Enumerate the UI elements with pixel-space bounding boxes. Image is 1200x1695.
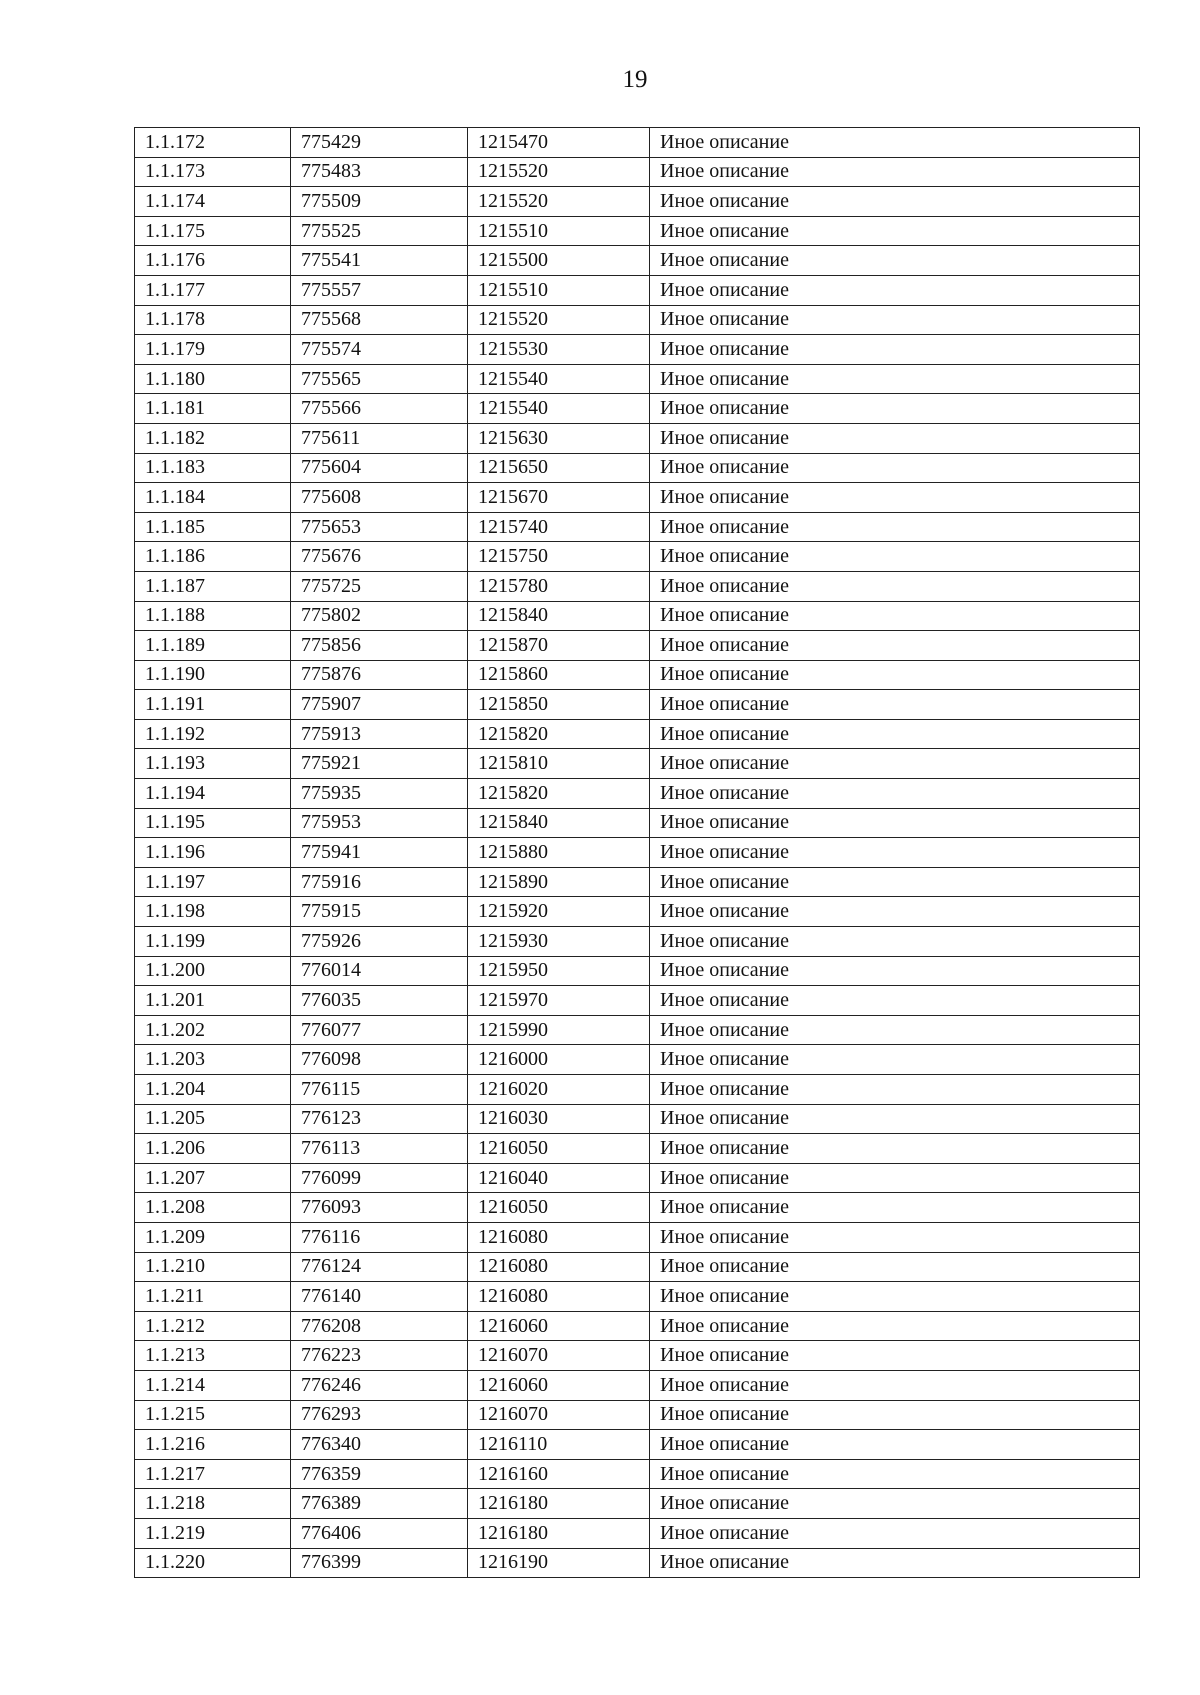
table-row bbox=[135, 128, 1140, 158]
description-cell: Иное описание bbox=[650, 897, 1140, 927]
table-row bbox=[135, 453, 1140, 483]
description-cell: Иное описание bbox=[650, 216, 1140, 246]
description-cell: Иное описание bbox=[650, 542, 1140, 572]
description-cell: Иное описание bbox=[650, 1045, 1140, 1075]
table-row bbox=[135, 512, 1140, 542]
description-cell: Иное описание bbox=[650, 1430, 1140, 1460]
description-cell: Иное описание bbox=[650, 1489, 1140, 1519]
y-coordinate-cell: 1216070 bbox=[468, 1341, 650, 1371]
table-row bbox=[135, 1311, 1140, 1341]
y-coordinate-cell: 1216000 bbox=[468, 1045, 650, 1075]
y-coordinate-cell: 1216080 bbox=[468, 1252, 650, 1282]
y-coordinate-cell: 1216020 bbox=[468, 1075, 650, 1105]
y-coordinate-cell: 1215540 bbox=[468, 394, 650, 424]
point-number-cell: 1.1.174 bbox=[135, 187, 291, 217]
point-number-cell: 1.1.195 bbox=[135, 808, 291, 838]
y-coordinate-cell: 1216040 bbox=[468, 1163, 650, 1193]
x-coordinate-cell: 776014 bbox=[291, 956, 468, 986]
description-cell: Иное описание bbox=[650, 1222, 1140, 1252]
table-row bbox=[135, 305, 1140, 335]
description-cell: Иное описание bbox=[650, 1104, 1140, 1134]
point-number-cell: 1.1.206 bbox=[135, 1134, 291, 1164]
y-coordinate-cell: 1215810 bbox=[468, 749, 650, 779]
table-row bbox=[135, 749, 1140, 779]
description-cell: Иное описание bbox=[650, 305, 1140, 335]
y-coordinate-cell: 1216180 bbox=[468, 1489, 650, 1519]
description-cell: Иное описание bbox=[650, 808, 1140, 838]
x-coordinate-cell: 776123 bbox=[291, 1104, 468, 1134]
table-row bbox=[135, 1045, 1140, 1075]
y-coordinate-cell: 1215750 bbox=[468, 542, 650, 572]
table-row bbox=[135, 483, 1140, 513]
x-coordinate-cell: 775483 bbox=[291, 157, 468, 187]
point-number-cell: 1.1.215 bbox=[135, 1400, 291, 1430]
x-coordinate-cell: 775941 bbox=[291, 838, 468, 868]
y-coordinate-cell: 1215740 bbox=[468, 512, 650, 542]
point-number-cell: 1.1.213 bbox=[135, 1341, 291, 1371]
table-row bbox=[135, 364, 1140, 394]
point-number-cell: 1.1.181 bbox=[135, 394, 291, 424]
x-coordinate-cell: 775916 bbox=[291, 867, 468, 897]
y-coordinate-cell: 1215630 bbox=[468, 423, 650, 453]
point-number-cell: 1.1.214 bbox=[135, 1370, 291, 1400]
point-number-cell: 1.1.172 bbox=[135, 128, 291, 158]
x-coordinate-cell: 775676 bbox=[291, 542, 468, 572]
x-coordinate-cell: 775913 bbox=[291, 719, 468, 749]
y-coordinate-cell: 1216080 bbox=[468, 1282, 650, 1312]
description-cell: Иное описание bbox=[650, 1459, 1140, 1489]
point-number-cell: 1.1.175 bbox=[135, 216, 291, 246]
description-cell: Иное описание bbox=[650, 1252, 1140, 1282]
point-number-cell: 1.1.177 bbox=[135, 275, 291, 305]
table-row bbox=[135, 394, 1140, 424]
table-row bbox=[135, 1163, 1140, 1193]
point-number-cell: 1.1.210 bbox=[135, 1252, 291, 1282]
x-coordinate-cell: 775725 bbox=[291, 571, 468, 601]
y-coordinate-cell: 1216030 bbox=[468, 1104, 650, 1134]
x-coordinate-cell: 775557 bbox=[291, 275, 468, 305]
point-number-cell: 1.1.183 bbox=[135, 453, 291, 483]
x-coordinate-cell: 776098 bbox=[291, 1045, 468, 1075]
x-coordinate-cell: 775509 bbox=[291, 187, 468, 217]
description-cell: Иное описание bbox=[650, 956, 1140, 986]
y-coordinate-cell: 1216190 bbox=[468, 1548, 650, 1578]
x-coordinate-cell: 775429 bbox=[291, 128, 468, 158]
y-coordinate-cell: 1215510 bbox=[468, 275, 650, 305]
table-row bbox=[135, 571, 1140, 601]
table-row bbox=[135, 838, 1140, 868]
table-row bbox=[135, 690, 1140, 720]
y-coordinate-cell: 1215530 bbox=[468, 335, 650, 365]
x-coordinate-cell: 775915 bbox=[291, 897, 468, 927]
table-row bbox=[135, 719, 1140, 749]
point-number-cell: 1.1.173 bbox=[135, 157, 291, 187]
y-coordinate-cell: 1215540 bbox=[468, 364, 650, 394]
description-cell: Иное описание bbox=[650, 394, 1140, 424]
description-cell: Иное описание bbox=[650, 453, 1140, 483]
point-number-cell: 1.1.176 bbox=[135, 246, 291, 276]
description-cell: Иное описание bbox=[650, 423, 1140, 453]
description-cell: Иное описание bbox=[650, 364, 1140, 394]
y-coordinate-cell: 1216060 bbox=[468, 1370, 650, 1400]
table-row bbox=[135, 1400, 1140, 1430]
x-coordinate-cell: 775608 bbox=[291, 483, 468, 513]
table-row bbox=[135, 1518, 1140, 1548]
y-coordinate-cell: 1216080 bbox=[468, 1222, 650, 1252]
page-number: 19 bbox=[622, 66, 648, 93]
x-coordinate-cell: 776115 bbox=[291, 1075, 468, 1105]
y-coordinate-cell: 1215780 bbox=[468, 571, 650, 601]
description-cell: Иное описание bbox=[650, 927, 1140, 957]
description-cell: Иное описание bbox=[650, 512, 1140, 542]
description-cell: Иное описание bbox=[650, 1075, 1140, 1105]
description-cell: Иное описание bbox=[650, 1518, 1140, 1548]
table-row bbox=[135, 157, 1140, 187]
point-number-cell: 1.1.205 bbox=[135, 1104, 291, 1134]
description-cell: Иное описание bbox=[650, 631, 1140, 661]
x-coordinate-cell: 776099 bbox=[291, 1163, 468, 1193]
point-number-cell: 1.1.204 bbox=[135, 1075, 291, 1105]
x-coordinate-cell: 776124 bbox=[291, 1252, 468, 1282]
y-coordinate-cell: 1215520 bbox=[468, 305, 650, 335]
point-number-cell: 1.1.184 bbox=[135, 483, 291, 513]
point-number-cell: 1.1.193 bbox=[135, 749, 291, 779]
table-row bbox=[135, 631, 1140, 661]
x-coordinate-cell: 775574 bbox=[291, 335, 468, 365]
point-number-cell: 1.1.220 bbox=[135, 1548, 291, 1578]
description-cell: Иное описание bbox=[650, 749, 1140, 779]
y-coordinate-cell: 1215820 bbox=[468, 779, 650, 809]
table-row bbox=[135, 1104, 1140, 1134]
y-coordinate-cell: 1215520 bbox=[468, 157, 650, 187]
y-coordinate-cell: 1215970 bbox=[468, 986, 650, 1016]
point-number-cell: 1.1.186 bbox=[135, 542, 291, 572]
point-number-cell: 1.1.198 bbox=[135, 897, 291, 927]
table-row bbox=[135, 779, 1140, 809]
x-coordinate-cell: 775525 bbox=[291, 216, 468, 246]
description-cell: Иное описание bbox=[650, 157, 1140, 187]
table-row bbox=[135, 187, 1140, 217]
x-coordinate-cell: 776140 bbox=[291, 1282, 468, 1312]
description-cell: Иное описание bbox=[650, 986, 1140, 1016]
point-number-cell: 1.1.207 bbox=[135, 1163, 291, 1193]
table-row bbox=[135, 542, 1140, 572]
point-number-cell: 1.1.191 bbox=[135, 690, 291, 720]
y-coordinate-cell: 1216050 bbox=[468, 1134, 650, 1164]
x-coordinate-cell: 775926 bbox=[291, 927, 468, 957]
x-coordinate-cell: 775856 bbox=[291, 631, 468, 661]
description-cell: Иное описание bbox=[650, 660, 1140, 690]
description-cell: Иное описание bbox=[650, 690, 1140, 720]
point-number-cell: 1.1.209 bbox=[135, 1222, 291, 1252]
y-coordinate-cell: 1215950 bbox=[468, 956, 650, 986]
point-number-cell: 1.1.200 bbox=[135, 956, 291, 986]
table-row bbox=[135, 1370, 1140, 1400]
table-row bbox=[135, 927, 1140, 957]
description-cell: Иное описание bbox=[650, 246, 1140, 276]
y-coordinate-cell: 1215860 bbox=[468, 660, 650, 690]
y-coordinate-cell: 1215840 bbox=[468, 601, 650, 631]
x-coordinate-cell: 775802 bbox=[291, 601, 468, 631]
point-number-cell: 1.1.199 bbox=[135, 927, 291, 957]
point-number-cell: 1.1.208 bbox=[135, 1193, 291, 1223]
x-coordinate-cell: 776113 bbox=[291, 1134, 468, 1164]
point-number-cell: 1.1.219 bbox=[135, 1518, 291, 1548]
x-coordinate-cell: 775935 bbox=[291, 779, 468, 809]
x-coordinate-cell: 776389 bbox=[291, 1489, 468, 1519]
x-coordinate-cell: 775921 bbox=[291, 749, 468, 779]
x-coordinate-cell: 776077 bbox=[291, 1015, 468, 1045]
table-row bbox=[135, 1430, 1140, 1460]
x-coordinate-cell: 776406 bbox=[291, 1518, 468, 1548]
description-cell: Иное описание bbox=[650, 1548, 1140, 1578]
description-cell: Иное описание bbox=[650, 867, 1140, 897]
description-cell: Иное описание bbox=[650, 601, 1140, 631]
x-coordinate-cell: 776208 bbox=[291, 1311, 468, 1341]
table-row bbox=[135, 808, 1140, 838]
point-number-cell: 1.1.188 bbox=[135, 601, 291, 631]
y-coordinate-cell: 1216070 bbox=[468, 1400, 650, 1430]
table-row bbox=[135, 423, 1140, 453]
point-number-cell: 1.1.202 bbox=[135, 1015, 291, 1045]
point-number-cell: 1.1.192 bbox=[135, 719, 291, 749]
y-coordinate-cell: 1215670 bbox=[468, 483, 650, 513]
y-coordinate-cell: 1216050 bbox=[468, 1193, 650, 1223]
y-coordinate-cell: 1215890 bbox=[468, 867, 650, 897]
description-cell: Иное описание bbox=[650, 1163, 1140, 1193]
y-coordinate-cell: 1216110 bbox=[468, 1430, 650, 1460]
point-number-cell: 1.1.211 bbox=[135, 1282, 291, 1312]
table-row bbox=[135, 1341, 1140, 1371]
x-coordinate-cell: 775953 bbox=[291, 808, 468, 838]
description-cell: Иное описание bbox=[650, 1400, 1140, 1430]
y-coordinate-cell: 1215990 bbox=[468, 1015, 650, 1045]
table-row bbox=[135, 246, 1140, 276]
x-coordinate-cell: 776116 bbox=[291, 1222, 468, 1252]
description-cell: Иное описание bbox=[650, 1341, 1140, 1371]
point-number-cell: 1.1.201 bbox=[135, 986, 291, 1016]
y-coordinate-cell: 1215510 bbox=[468, 216, 650, 246]
table-row bbox=[135, 275, 1140, 305]
table-row bbox=[135, 660, 1140, 690]
y-coordinate-cell: 1215840 bbox=[468, 808, 650, 838]
y-coordinate-cell: 1215820 bbox=[468, 719, 650, 749]
y-coordinate-cell: 1216180 bbox=[468, 1518, 650, 1548]
description-cell: Иное описание bbox=[650, 335, 1140, 365]
point-number-cell: 1.1.216 bbox=[135, 1430, 291, 1460]
table-row bbox=[135, 1548, 1140, 1578]
point-number-cell: 1.1.190 bbox=[135, 660, 291, 690]
coordinates-table bbox=[134, 127, 1140, 1578]
table-row bbox=[135, 986, 1140, 1016]
y-coordinate-cell: 1215880 bbox=[468, 838, 650, 868]
y-coordinate-cell: 1216160 bbox=[468, 1459, 650, 1489]
x-coordinate-cell: 776340 bbox=[291, 1430, 468, 1460]
point-number-cell: 1.1.189 bbox=[135, 631, 291, 661]
description-cell: Иное описание bbox=[650, 187, 1140, 217]
table-body bbox=[135, 128, 1140, 1578]
point-number-cell: 1.1.194 bbox=[135, 779, 291, 809]
x-coordinate-cell: 776035 bbox=[291, 986, 468, 1016]
description-cell: Иное описание bbox=[650, 1370, 1140, 1400]
table-row bbox=[135, 1075, 1140, 1105]
description-cell: Иное описание bbox=[650, 1193, 1140, 1223]
point-number-cell: 1.1.218 bbox=[135, 1489, 291, 1519]
table-row bbox=[135, 897, 1140, 927]
x-coordinate-cell: 776359 bbox=[291, 1459, 468, 1489]
y-coordinate-cell: 1215520 bbox=[468, 187, 650, 217]
point-number-cell: 1.1.185 bbox=[135, 512, 291, 542]
point-number-cell: 1.1.203 bbox=[135, 1045, 291, 1075]
x-coordinate-cell: 775568 bbox=[291, 305, 468, 335]
x-coordinate-cell: 776293 bbox=[291, 1400, 468, 1430]
description-cell: Иное описание bbox=[650, 1015, 1140, 1045]
table-row bbox=[135, 1015, 1140, 1045]
description-cell: Иное описание bbox=[650, 128, 1140, 158]
x-coordinate-cell: 775566 bbox=[291, 394, 468, 424]
description-cell: Иное описание bbox=[650, 838, 1140, 868]
description-cell: Иное описание bbox=[650, 571, 1140, 601]
table-row bbox=[135, 1193, 1140, 1223]
x-coordinate-cell: 775653 bbox=[291, 512, 468, 542]
table-row bbox=[135, 1459, 1140, 1489]
table-row bbox=[135, 1282, 1140, 1312]
y-coordinate-cell: 1215470 bbox=[468, 128, 650, 158]
y-coordinate-cell: 1215870 bbox=[468, 631, 650, 661]
point-number-cell: 1.1.179 bbox=[135, 335, 291, 365]
table-row bbox=[135, 1134, 1140, 1164]
x-coordinate-cell: 775565 bbox=[291, 364, 468, 394]
y-coordinate-cell: 1215850 bbox=[468, 690, 650, 720]
point-number-cell: 1.1.212 bbox=[135, 1311, 291, 1341]
point-number-cell: 1.1.178 bbox=[135, 305, 291, 335]
description-cell: Иное описание bbox=[650, 275, 1140, 305]
table-row bbox=[135, 956, 1140, 986]
y-coordinate-cell: 1215500 bbox=[468, 246, 650, 276]
y-coordinate-cell: 1215930 bbox=[468, 927, 650, 957]
description-cell: Иное описание bbox=[650, 1311, 1140, 1341]
x-coordinate-cell: 775907 bbox=[291, 690, 468, 720]
x-coordinate-cell: 775541 bbox=[291, 246, 468, 276]
table-row bbox=[135, 335, 1140, 365]
x-coordinate-cell: 775611 bbox=[291, 423, 468, 453]
point-number-cell: 1.1.197 bbox=[135, 867, 291, 897]
description-cell: Иное описание bbox=[650, 1134, 1140, 1164]
table-row bbox=[135, 1252, 1140, 1282]
table-row bbox=[135, 601, 1140, 631]
point-number-cell: 1.1.196 bbox=[135, 838, 291, 868]
point-number-cell: 1.1.187 bbox=[135, 571, 291, 601]
description-cell: Иное описание bbox=[650, 719, 1140, 749]
y-coordinate-cell: 1215650 bbox=[468, 453, 650, 483]
description-cell: Иное описание bbox=[650, 483, 1140, 513]
x-coordinate-cell: 775604 bbox=[291, 453, 468, 483]
x-coordinate-cell: 776093 bbox=[291, 1193, 468, 1223]
description-cell: Иное описание bbox=[650, 779, 1140, 809]
y-coordinate-cell: 1215920 bbox=[468, 897, 650, 927]
x-coordinate-cell: 776399 bbox=[291, 1548, 468, 1578]
x-coordinate-cell: 776223 bbox=[291, 1341, 468, 1371]
table-row bbox=[135, 867, 1140, 897]
point-number-cell: 1.1.182 bbox=[135, 423, 291, 453]
point-number-cell: 1.1.180 bbox=[135, 364, 291, 394]
x-coordinate-cell: 775876 bbox=[291, 660, 468, 690]
x-coordinate-cell: 776246 bbox=[291, 1370, 468, 1400]
point-number-cell: 1.1.217 bbox=[135, 1459, 291, 1489]
table-row bbox=[135, 1489, 1140, 1519]
table-row bbox=[135, 216, 1140, 246]
y-coordinate-cell: 1216060 bbox=[468, 1311, 650, 1341]
table-row bbox=[135, 1222, 1140, 1252]
description-cell: Иное описание bbox=[650, 1282, 1140, 1312]
